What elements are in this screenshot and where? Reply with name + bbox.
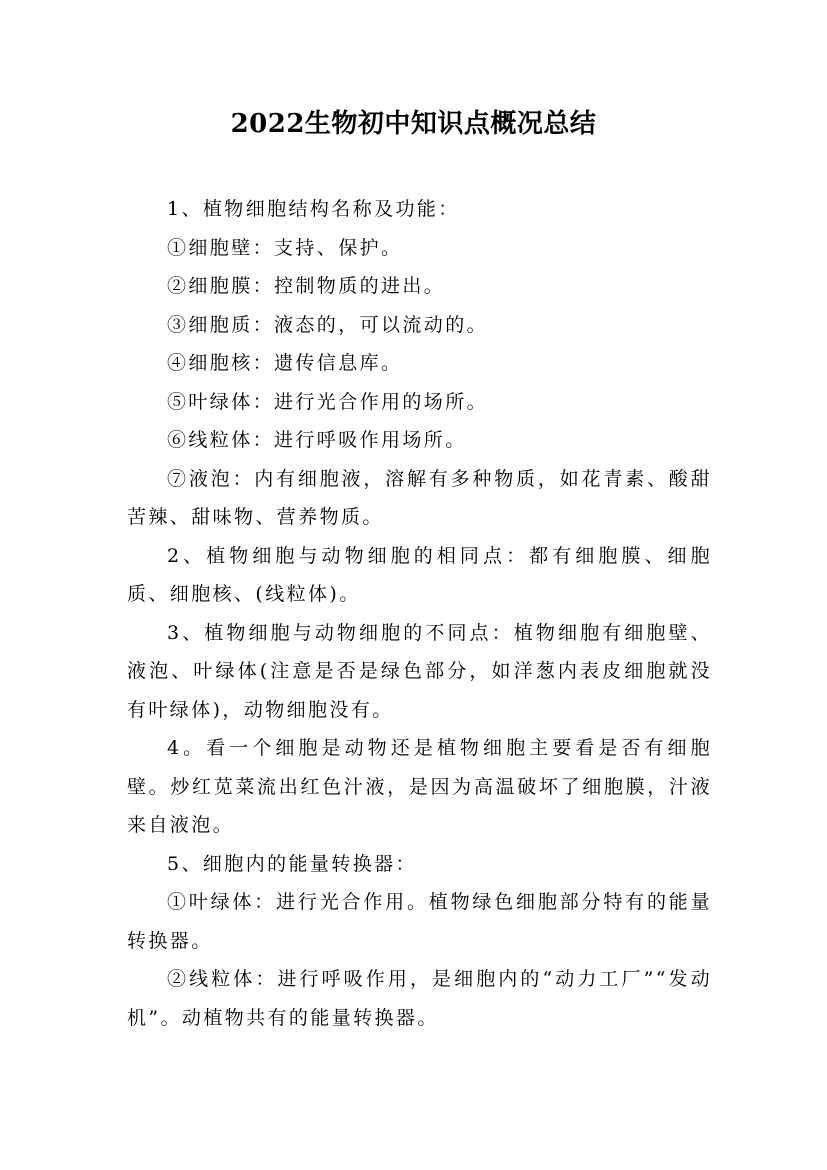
paragraph-differences: 3、植物细胞与动物细胞的不同点：植物细胞有细胞壁、液泡、叶绿体(注意是否是绿色部分，如洋葱内表皮细胞就没有叶绿体)，动物细胞没有。 — [127, 621, 712, 721]
paragraph-cell-membrane: ②细胞膜：控制物质的进出。 — [167, 275, 446, 297]
document-body — [127, 190, 712, 1037]
paragraph-mitochondria: ⑥线粒体：进行呼吸作用场所。 — [167, 429, 467, 451]
paragraph-vacuole: ⑦液泡：内有细胞液，溶解有多种物质，如花青素、酸甜苦辣、甜味物、营养物质。 — [127, 467, 712, 528]
document-title: 2022生物初中知识点概况总结 — [230, 109, 597, 139]
paragraph-chloroplast: ⑤叶绿体：进行光合作用的场所。 — [167, 390, 489, 413]
paragraph-energy-converters-heading: 5、细胞内的能量转换器： — [167, 852, 417, 875]
paragraph-mitochondria-energy: ②线粒体：进行呼吸作用，是细胞内的“动力工厂”“发动机”。动植物共有的能量转换器。 — [127, 968, 712, 1029]
paragraph-chloroplast-energy: ①叶绿体：进行光合作用。植物绿色细胞部分特有的能量转换器。 — [127, 891, 712, 952]
paragraph-nucleus: ④细胞核：遗传信息库。 — [167, 352, 403, 374]
paragraph-identify-cell: 4。看一个细胞是动物还是植物细胞主要看是否有细胞壁。炒红苋菜流出红色汁液，是因为高温破坏了细胞膜，汁液来自液泡。 — [127, 737, 712, 836]
paragraph-cell-wall: ①细胞壁：支持、保护。 — [167, 236, 403, 259]
paragraph-cell-structure-heading: 1、植物细胞结构名称及功能： — [167, 198, 460, 220]
paragraph-similarities: 2、植物细胞与动物细胞的相同点：都有细胞膜、细胞质、细胞核、(线粒体)。 — [127, 544, 712, 605]
paragraph-cytoplasm: ③细胞质：液态的，可以流动的。 — [167, 313, 489, 336]
